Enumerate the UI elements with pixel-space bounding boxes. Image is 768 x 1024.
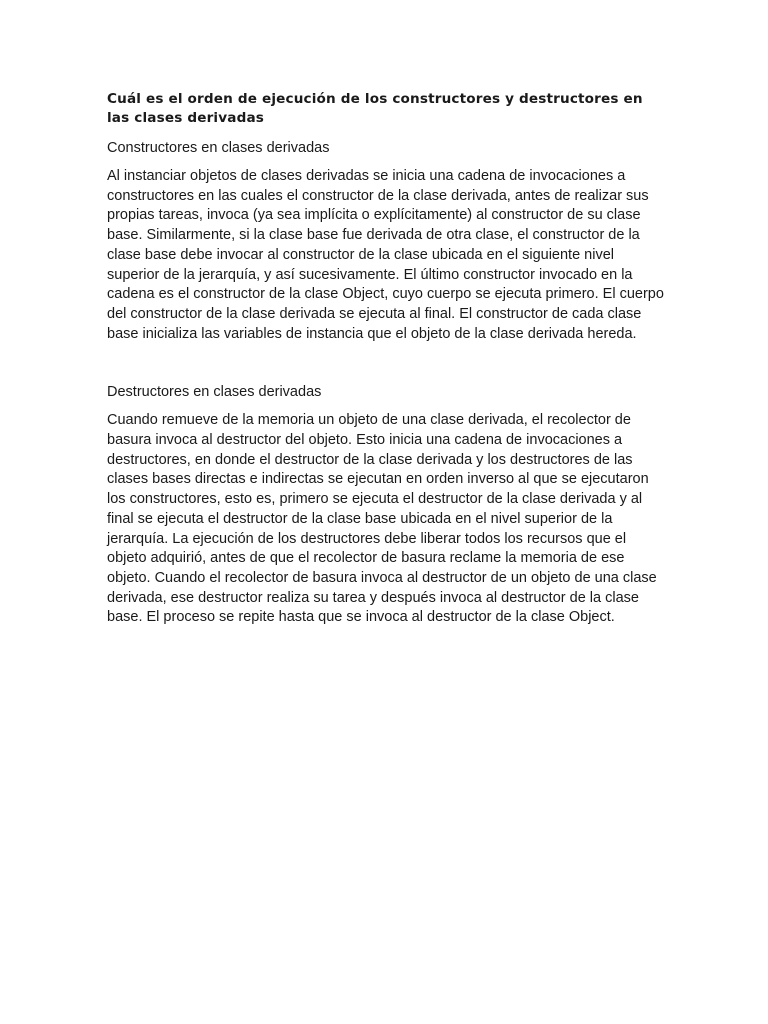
section-heading-destructors: Destructores en clases derivadas <box>107 384 322 401</box>
section-spacer <box>107 344 667 382</box>
section-heading-constructors: Constructores en clases derivadas <box>107 140 330 156</box>
section-body-constructors: Al instanciar objetos de clases derivadas se inicia una cadena de invocaciones a constructores en las cuales el constructor de la clase derivada, antes de realizar sus propias tareas, invoca (ya sea implícita o explícitamente) al constructor de su clase base. Similarmente, si la clase base fue derivada de otra clase, el constructor de la clase base debe invocar al constructor de la clase ubicada en el siguiente nivel superior de la jerarquía, y así sucesivamente. El último constructor invocado en la cadena es el constructor de la clase Object, cuyo cuerpo se ejecuta primero. El cuerpo del constructor de la clase derivada se ejecuta al final. El constructor de cada clase base inicializa las variables de instancia que el objeto de la clase derivada hereda. <box>107 168 664 342</box>
section-body-destructors: Cuando remueve de la memoria un objeto de una clase derivada, el recolector de basura invoca al destructor del objeto. Esto inicia una cadena de invocaciones a destructores, en donde el destructor de la clase derivada y los destructores de las clases bases directas e indirectas se ejecutan en orden inverso al que se ejecutaron los constructores, esto es, primero se ejecuta el destructor de la clase derivada y al final se ejecuta el destructor de la clase base ubicada en el nivel superior de la jerarquía. La ejecución de los destructores debe liberar todos los recursos que el objeto adquirió, antes de que el recolector de basura reclame la memoria de ese objeto. Cuando el recolector de basura invoca al destructor de un objeto de una clase derivada, ese destructor realiza su tarea y después invoca al destructor de la clase base. El proceso se repite hasta que se invoca al destructor de la clase Object. <box>107 412 657 626</box>
document-title: Cuál es el orden de ejecución de los constructores y destructores en las clases derivadas <box>107 91 643 126</box>
document-page <box>107 90 667 628</box>
